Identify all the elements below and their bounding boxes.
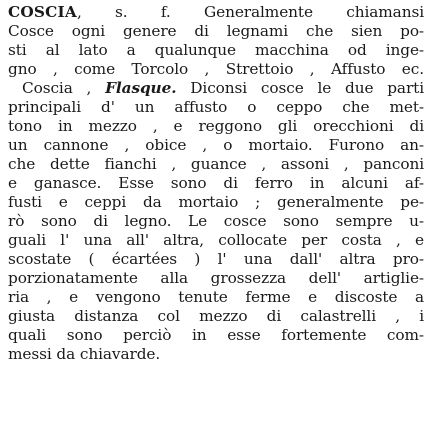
body-line: porzionatamente alla grossezza dell' artiglie- xyxy=(8,269,424,287)
body-last-line: messi da chiavarde. xyxy=(8,345,161,363)
body-line: rò sono di legno. Le cosce sono sempre u- xyxy=(8,212,424,230)
body-text: Diconsi cosce le due parti xyxy=(176,79,424,97)
definition-line: , s. f. Generalmente chiamansi xyxy=(76,3,424,21)
body-line: principali d' un affusto o ceppo che met- xyxy=(8,98,424,116)
definition-line: gno , come Torcolo , Strettoio , Affusto ec. xyxy=(8,60,424,78)
definition-line: Cosce ogni genere di legnami che sien po- xyxy=(8,22,424,40)
french-term: Flasque. xyxy=(105,79,177,97)
definition-line: sti al lato a qualunque macchina od inge- xyxy=(8,41,424,59)
sub-headword: Coscia , xyxy=(22,79,92,97)
body-line: fusti e ceppi da mortaio ; generalmente pe- xyxy=(8,193,424,211)
body-line: ria , e vengono tenute ferme e discoste a xyxy=(8,288,424,306)
body-line: un cannone , obice , o mortaio. Furono an- xyxy=(8,136,424,154)
sub-entry-first-line xyxy=(8,79,424,98)
entry-first-line xyxy=(8,3,424,22)
body-line: e ganasce. Esse sono di ferro in alcuni af- xyxy=(8,174,424,192)
dictionary-entry xyxy=(8,3,424,364)
body-line: che dette fianchi , guance , assoni , panconi xyxy=(8,155,424,173)
headword: COSCIA xyxy=(8,3,77,21)
body-line: tono in mezzo , e reggono gli orecchioni di xyxy=(8,117,424,135)
body-line: scostate ( écartées ) l' una dall' altra pro- xyxy=(8,250,424,268)
body-line: giusta distanza col mezzo di calastrelli , i xyxy=(8,307,424,325)
body-line: quali sono perciò in esse fortemente com- xyxy=(8,326,424,344)
body-line: guali l' una all' altra, collocate per costa , e xyxy=(8,231,424,249)
